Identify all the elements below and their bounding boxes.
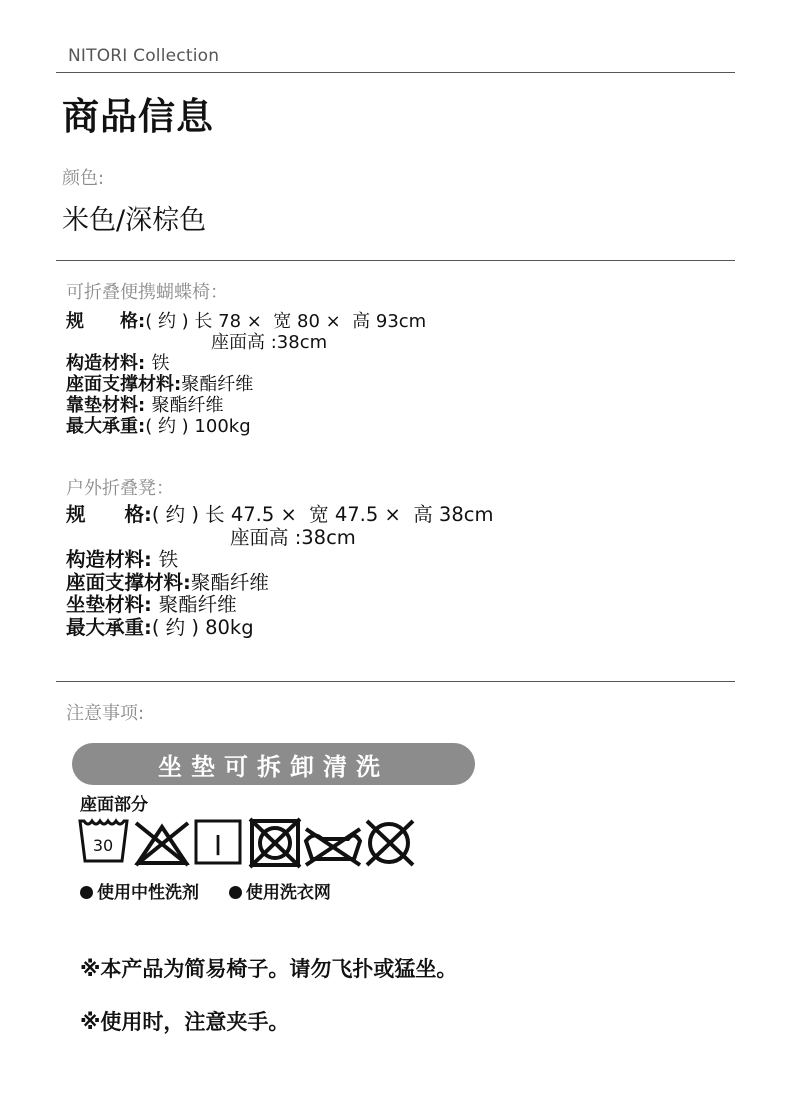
seat-height: 座面高 :38cm xyxy=(230,525,356,549)
brand-name: NITORI Collection xyxy=(68,46,220,66)
cushion-material-row: 坐垫材料: 聚酯纤维 xyxy=(66,593,237,616)
color-label: 颜色: xyxy=(62,168,105,189)
no-bleach-icon xyxy=(136,823,188,865)
chair-heading: 可折叠便携蝴蝶椅： xyxy=(66,282,228,303)
size-label: 规 格: xyxy=(66,311,146,332)
size-value: ( 约 ) 长 47.5 × 宽 47.5 × 高 38cm xyxy=(151,503,494,526)
no-dry-clean-icon xyxy=(367,821,413,865)
warning-note: ※本产品为简易椅子。请勿飞扑或猛坐。 xyxy=(80,957,458,981)
seat-support-row: 座面支撑材料:聚酯纤维 xyxy=(66,570,269,594)
divider xyxy=(56,260,735,261)
size-value: ( 约 ) 长 78 × 宽 80 × 高 93cm xyxy=(145,311,427,332)
wash-30-icon xyxy=(80,821,127,861)
laundry-net: 使用洗衣网 xyxy=(245,883,331,903)
max-load-row: 最大承重:( 约 ) 100kg xyxy=(66,416,251,437)
notes-heading: 注意事项: xyxy=(66,703,145,724)
color-value: 米色/深棕色 xyxy=(62,205,207,236)
bullet-dot xyxy=(80,886,93,899)
care-instructions xyxy=(80,878,331,903)
cushion-material-row: 靠垫材料: 聚酯纤维 xyxy=(66,395,224,416)
stool-size-row xyxy=(66,504,493,527)
seat-height: 座面高 :38cm xyxy=(211,332,328,353)
divider xyxy=(56,72,735,73)
frame-material-row: 构造材料: 铁 xyxy=(66,353,170,374)
size-label: 规 格: xyxy=(66,503,152,526)
frame-material-row: 构造材料: 铁 xyxy=(66,548,179,571)
chair-size-row xyxy=(66,311,426,332)
stool-heading: 户外折叠凳： xyxy=(66,478,174,499)
chair-spec-block xyxy=(66,311,426,437)
bullet-dot xyxy=(229,886,242,899)
no-tumble-dry-icon xyxy=(250,819,300,867)
svg-text:I: I xyxy=(213,829,223,862)
tumble-dry-icon xyxy=(196,821,240,863)
max-load-row: 最大承重:( 约 ) 80kg xyxy=(66,615,254,639)
page-title: 商品信息 xyxy=(62,95,214,138)
neutral-detergent: 使用中性洗剂 xyxy=(97,883,199,903)
stool-spec-block xyxy=(66,504,493,639)
seat-support-row: 座面支撑材料:聚酯纤维 xyxy=(66,374,254,395)
care-symbols xyxy=(78,817,423,873)
warning-note: ※使用时，注意夹手。 xyxy=(80,1010,290,1034)
svg-text:30: 30 xyxy=(92,836,114,855)
washable-banner: 坐垫可拆卸清洗 xyxy=(72,743,475,785)
seat-part-label: 座面部分 xyxy=(80,795,148,815)
divider xyxy=(56,681,735,682)
no-iron-icon xyxy=(306,829,360,865)
